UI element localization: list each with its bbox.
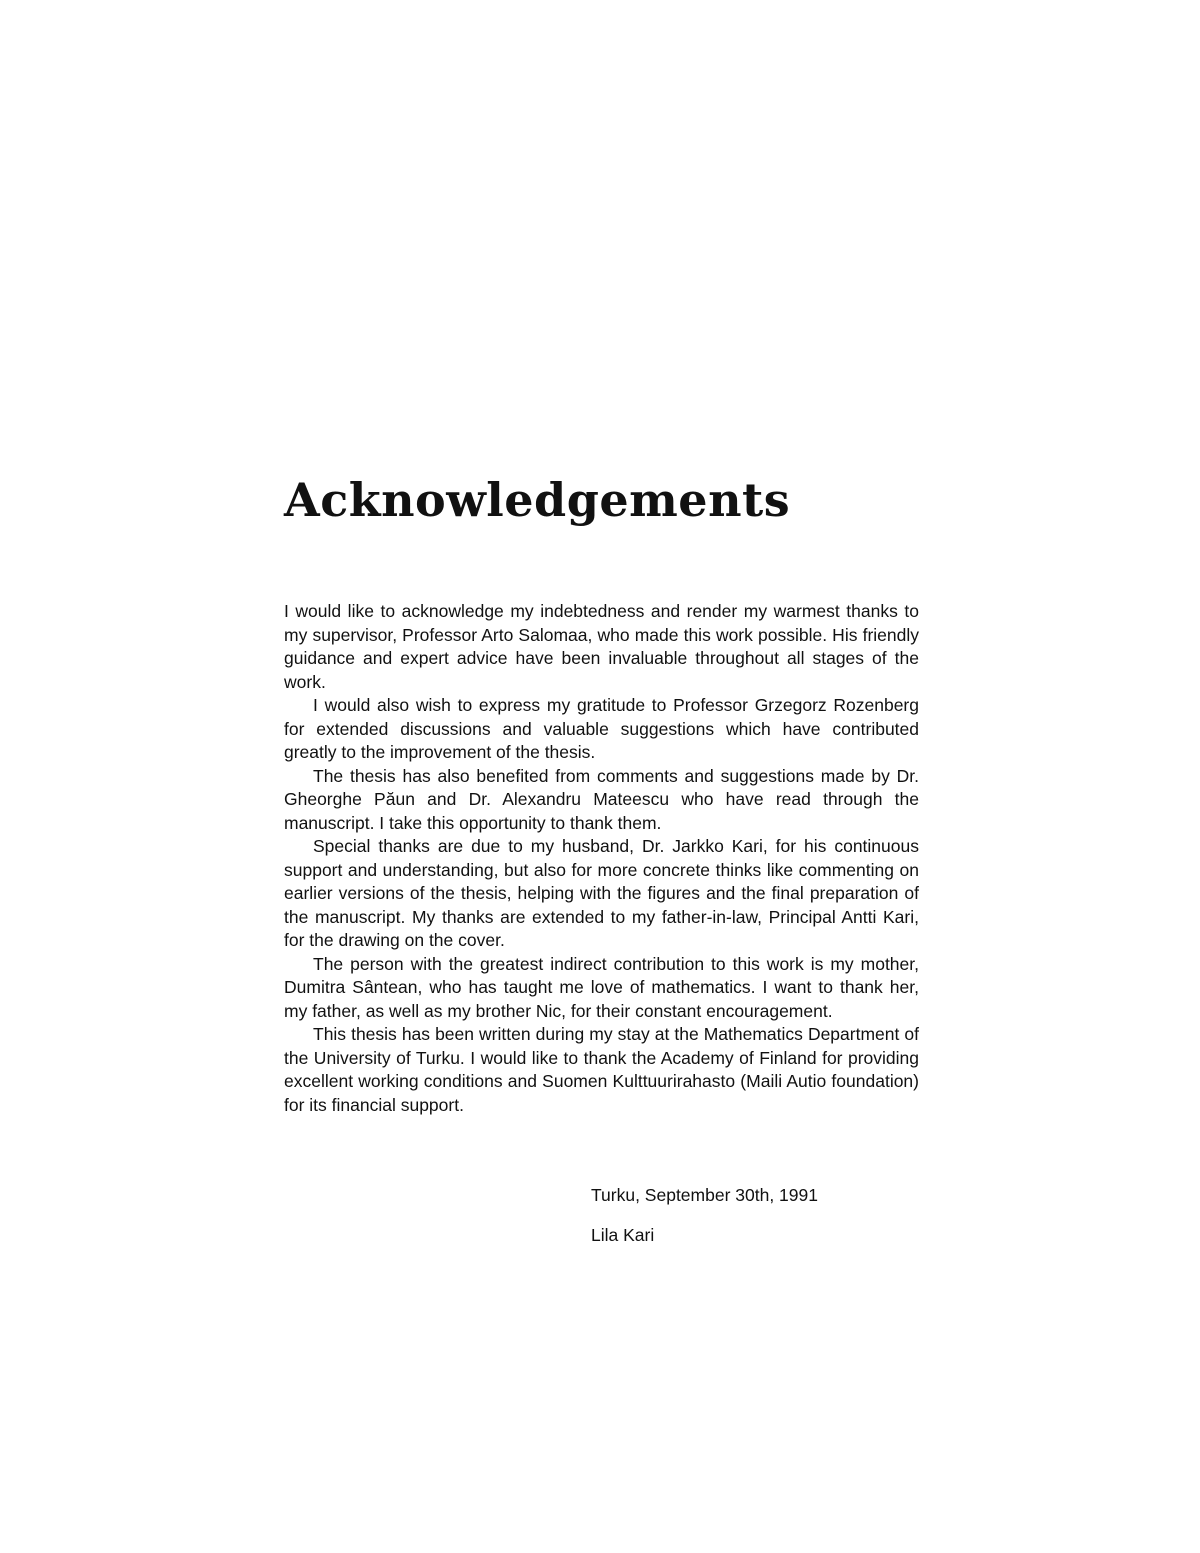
- signature-author: Lila Kari: [591, 1225, 655, 1245]
- paragraph-reviewers: The thesis has also benefited from comments and suggestions made by Dr. Gheorghe Păun and Dr. Alexandru Mateescu who have read through the manuscript. I take this opportunity to thank them.: [284, 765, 919, 833]
- acknowledgements-body: [284, 600, 919, 1117]
- paragraph-rozenberg: I would also wish to express my gratitude to Professor Grzegorz Rozenberg for extended discussions and valuable suggestions which have contributed greatly to the improvement of the thesis.: [284, 695, 919, 762]
- paragraph-husband: Special thanks are due to my husband, Dr. Jarkko Kari, for his continuous support and understanding, but also for more concrete thinks like commenting on earlier versions of the thesis, helping with the figures and the final preparation of the manuscript. My thanks are extended to my father-in-law, Principal Antti Kari, for the drawing on the cover.: [284, 836, 919, 950]
- paragraph-mother: The person with the greatest indirect contribution to this work is my mother, Dumitra Sântean, who has taught me love of mathematics. I want to thank her, my father, as well as my brother Nic, for their constant encouragement.: [284, 953, 919, 1021]
- paragraph-funding: This thesis has been written during my stay at the Mathematics Department of the University of Turku. I would like to thank the Academy of Finland for providing excellent working conditions and Suomen Kulttuurirahasto (Maili Autio foundation) for its financial support.: [284, 1024, 919, 1115]
- paragraph-supervisor: I would like to acknowledge my indebtedness and render my warmest thanks to my supervisor, Professor Arto Salomaa, who made this work possible. His friendly guidance and expert advice have been invaluable throughout all stages of the work.: [284, 601, 919, 692]
- page-title: Acknowledgements: [284, 473, 791, 527]
- signature-place-date: Turku, September 30th, 1991: [591, 1185, 818, 1205]
